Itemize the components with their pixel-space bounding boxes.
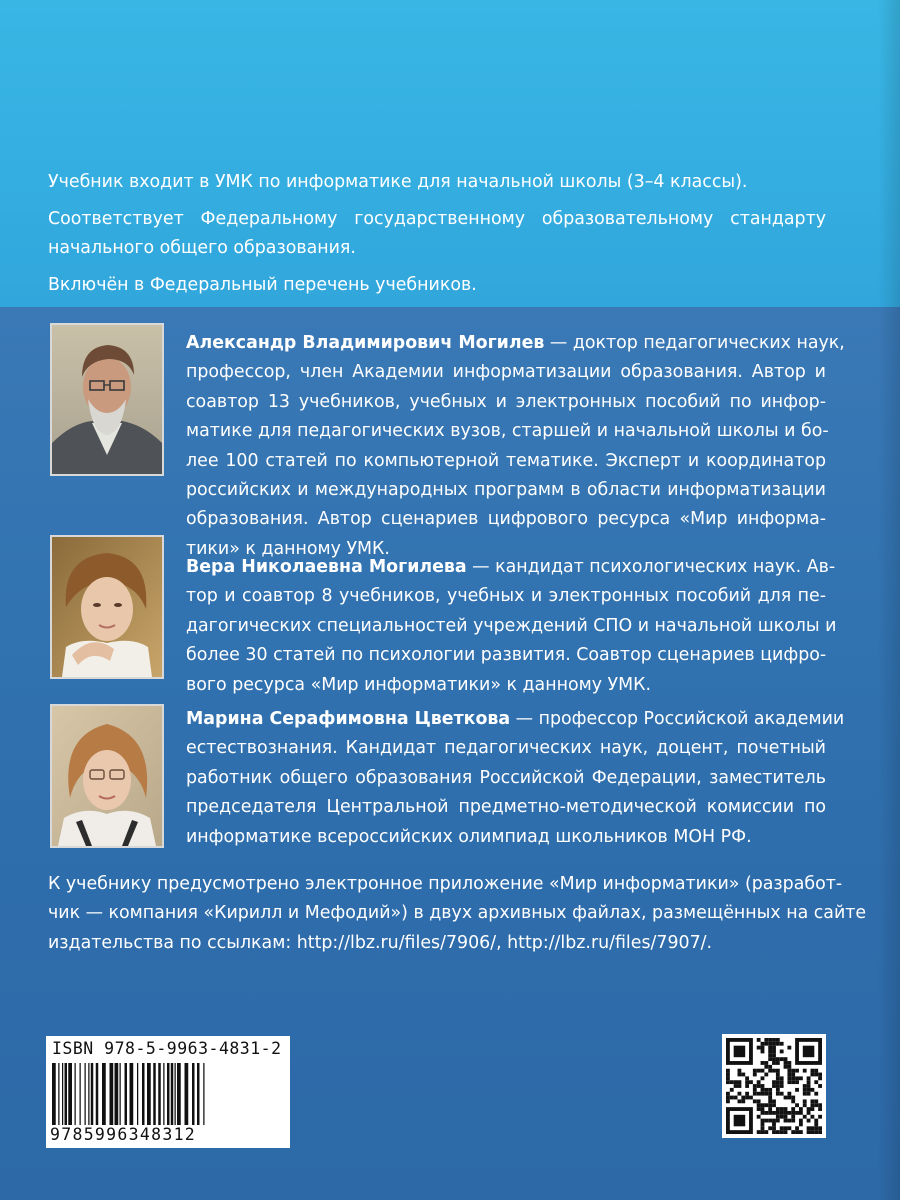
qr-module — [814, 1122, 818, 1126]
intro-standard-line-1: Соответствует Федеральному государственному образовательному стандарту — [48, 209, 826, 229]
qr-module — [799, 1130, 803, 1134]
qr-module — [787, 1046, 791, 1050]
barcode-bar — [197, 1063, 200, 1125]
qr-module — [791, 1107, 795, 1111]
qr-module — [791, 1069, 795, 1073]
qr-module — [757, 1130, 761, 1134]
qr-module — [814, 1103, 818, 1107]
qr-module — [761, 1042, 765, 1046]
qr-module — [741, 1096, 745, 1100]
qr-module — [791, 1119, 795, 1123]
qr-module — [814, 1126, 818, 1130]
barcode-bar — [203, 1063, 204, 1125]
intro-umk-line: Учебник входит в УМК по информатике для начальной школы (3–4 классы). — [48, 172, 748, 192]
qr-code[interactable] — [722, 1034, 826, 1138]
qr-module — [757, 1080, 761, 1084]
barcode-bar — [102, 1063, 106, 1125]
qr-module — [780, 1126, 784, 1130]
qr-module — [776, 1076, 780, 1080]
qr-module — [803, 1099, 807, 1103]
qr-module — [807, 1092, 811, 1096]
qr-module — [791, 1073, 795, 1077]
qr-module — [791, 1130, 795, 1134]
qr-module — [761, 1050, 765, 1054]
qr-module — [803, 1103, 807, 1107]
qr-module — [768, 1050, 772, 1054]
qr-module — [764, 1038, 768, 1042]
qr-module — [791, 1096, 795, 1100]
qr-module — [761, 1122, 765, 1126]
qr-module — [776, 1088, 780, 1092]
qr-module — [738, 1073, 742, 1077]
qr-module — [791, 1076, 795, 1080]
barcode-bar — [115, 1063, 119, 1125]
qr-finder — [734, 1115, 746, 1127]
qr-module — [795, 1103, 799, 1107]
barcode-bar — [153, 1063, 156, 1125]
qr-module — [784, 1111, 788, 1115]
qr-module — [791, 1080, 795, 1084]
qr-module — [780, 1076, 784, 1080]
qr-module — [784, 1126, 788, 1130]
qr-module — [795, 1130, 799, 1134]
intro-band — [0, 0, 900, 307]
qr-finder — [734, 1046, 746, 1058]
qr-module — [768, 1096, 772, 1100]
qr-module — [784, 1096, 788, 1100]
qr-module — [764, 1073, 768, 1077]
qr-module — [761, 1046, 765, 1050]
qr-module — [745, 1096, 749, 1100]
qr-module — [818, 1115, 822, 1119]
qr-module — [787, 1111, 791, 1115]
qr-module — [818, 1107, 822, 1111]
qr-module — [776, 1084, 780, 1088]
qr-module — [764, 1065, 768, 1069]
qr-module — [764, 1130, 768, 1134]
qr-module — [764, 1103, 768, 1107]
qr-module — [780, 1050, 784, 1054]
qr-module — [730, 1088, 734, 1092]
qr-module — [745, 1084, 749, 1088]
qr-module — [795, 1088, 799, 1092]
qr-module — [807, 1088, 811, 1092]
qr-module — [772, 1111, 776, 1115]
author-bio-mogileva: Вера Николаевна Могилева — кандидат психологических наук. Ав- тор и соавтор 8 учебников, учебных и электронных пособий для пе- дагогических специальностей учреждений СПО и начальной школы и более 30 статей по психологии развития. Соавтор сценариев цифро- вого ресурса «Мир информатики» к данному УМК. — [186, 557, 837, 695]
qr-module — [761, 1076, 765, 1080]
qr-module — [761, 1061, 765, 1065]
qr-module — [810, 1115, 814, 1119]
qr-module — [791, 1115, 795, 1119]
qr-module — [764, 1092, 768, 1096]
qr-module — [791, 1099, 795, 1103]
barcode-bar — [192, 1063, 195, 1125]
qr-module — [784, 1061, 788, 1065]
barcode-bar — [158, 1063, 161, 1125]
qr-module — [780, 1115, 784, 1119]
qr-module — [757, 1084, 761, 1088]
qr-module — [814, 1080, 818, 1084]
barcode-bar — [125, 1063, 128, 1125]
qr-module — [803, 1088, 807, 1092]
qr-module — [768, 1099, 772, 1103]
qr-module — [818, 1103, 822, 1107]
qr-module — [757, 1107, 761, 1111]
author-photo-mogileva — [50, 535, 164, 679]
qr-module — [810, 1088, 814, 1092]
qr-module — [776, 1057, 780, 1061]
qr-module — [772, 1126, 776, 1130]
author-name-tsvetkova: Марина Серафимовна Цветкова — [186, 709, 511, 729]
qr-module — [761, 1069, 765, 1073]
qr-module — [814, 1119, 818, 1123]
qr-module — [780, 1042, 784, 1046]
qr-module — [734, 1084, 738, 1088]
qr-module — [741, 1099, 745, 1103]
electronic-supplement-note: К учебнику предусмотрено электронное приложение «Мир информатики» (разработ- чик — компания «Кирилл и Мефодий») в двух архивных файлах, размещённых на сайте издательства по ссылкам: http://lbz.ru/files/7906/, http://lbz.ru/files/7907/. — [48, 874, 867, 953]
qr-module — [780, 1084, 784, 1088]
qr-module — [810, 1107, 814, 1111]
intro-standard-line-2: начального общего образования. — [48, 238, 356, 258]
qr-module — [810, 1099, 814, 1103]
qr-module — [814, 1073, 818, 1077]
qr-module — [787, 1069, 791, 1073]
qr-module — [807, 1080, 811, 1084]
qr-module — [768, 1107, 772, 1111]
qr-module — [814, 1130, 818, 1134]
qr-module — [757, 1038, 761, 1042]
qr-module — [761, 1111, 765, 1115]
qr-module — [768, 1119, 772, 1123]
qr-module — [768, 1088, 772, 1092]
qr-module — [768, 1111, 772, 1115]
author-photo-mogilev — [50, 323, 164, 476]
qr-module — [772, 1042, 776, 1046]
cover-edge-shadow — [878, 0, 900, 1200]
qr-module — [799, 1076, 803, 1080]
qr-module — [795, 1069, 799, 1073]
qr-module — [753, 1099, 757, 1103]
qr-module — [730, 1080, 734, 1084]
qr-module — [757, 1046, 761, 1050]
qr-module — [780, 1107, 784, 1111]
qr-module — [753, 1088, 757, 1092]
isbn-number: ISBN 978-5-9963-4831-2 — [52, 1039, 282, 1058]
qr-module — [780, 1130, 784, 1134]
qr-module — [776, 1042, 780, 1046]
isbn-barcode — [46, 1036, 290, 1148]
qr-module — [738, 1092, 742, 1096]
qr-module — [726, 1069, 730, 1073]
qr-module — [780, 1080, 784, 1084]
qr-module — [799, 1119, 803, 1123]
qr-module — [757, 1092, 761, 1096]
qr-module — [807, 1111, 811, 1115]
qr-module — [753, 1069, 757, 1073]
qr-module — [764, 1061, 768, 1065]
qr-module — [772, 1084, 776, 1088]
barcode-bar — [110, 1063, 114, 1125]
qr-module — [795, 1111, 799, 1115]
qr-module — [818, 1073, 822, 1077]
qr-module — [807, 1119, 811, 1123]
qr-module — [772, 1053, 776, 1057]
qr-module — [726, 1080, 730, 1084]
qr-module — [807, 1130, 811, 1134]
qr-module — [780, 1092, 784, 1096]
barcode-bar — [137, 1063, 138, 1125]
barcode-bar — [177, 1063, 181, 1125]
qr-module — [772, 1046, 776, 1050]
qr-module — [810, 1103, 814, 1107]
qr-module — [738, 1084, 742, 1088]
qr-module — [772, 1103, 776, 1107]
barcode-bar — [171, 1063, 174, 1125]
qr-module — [757, 1099, 761, 1103]
qr-module — [814, 1092, 818, 1096]
qr-module — [768, 1038, 772, 1042]
qr-module — [787, 1119, 791, 1123]
barcode-bar — [85, 1063, 86, 1125]
qr-module — [803, 1084, 807, 1088]
qr-module — [784, 1065, 788, 1069]
qr-module — [784, 1057, 788, 1061]
barcode-bar — [91, 1063, 94, 1125]
qr-module — [726, 1096, 730, 1100]
barcode-bars — [50, 1063, 286, 1125]
qr-module — [768, 1069, 772, 1073]
author-name-mogileva: Вера Николаевна Могилева — [186, 557, 467, 577]
qr-module — [761, 1119, 765, 1123]
qr-module — [764, 1088, 768, 1092]
qr-module — [772, 1050, 776, 1054]
qr-module — [772, 1069, 776, 1073]
qr-module — [772, 1122, 776, 1126]
qr-module — [726, 1099, 730, 1103]
qr-module — [807, 1126, 811, 1130]
barcode-bar — [75, 1063, 76, 1125]
barcode-bar — [147, 1063, 151, 1125]
barcode-bar — [163, 1063, 164, 1125]
qr-module — [787, 1076, 791, 1080]
qr-module — [810, 1073, 814, 1077]
intro-list-line: Включён в Федеральный перечень учебников. — [48, 275, 477, 295]
qr-module — [757, 1069, 761, 1073]
qr-module — [753, 1084, 757, 1088]
qr-module — [738, 1099, 742, 1103]
barcode-bar — [80, 1063, 81, 1125]
barcode-bar — [52, 1063, 56, 1125]
qr-module — [753, 1092, 757, 1096]
qr-module — [814, 1099, 818, 1103]
qr-module — [764, 1119, 768, 1123]
qr-module — [761, 1092, 765, 1096]
qr-module — [807, 1107, 811, 1111]
barcode-digits: 9785996348312 — [50, 1125, 197, 1144]
qr-module — [799, 1107, 803, 1111]
qr-module — [753, 1073, 757, 1077]
qr-module — [768, 1057, 772, 1061]
qr-module — [768, 1065, 772, 1069]
qr-module — [776, 1038, 780, 1042]
qr-module — [764, 1042, 768, 1046]
qr-module — [810, 1069, 814, 1073]
qr-module — [787, 1096, 791, 1100]
qr-module — [772, 1038, 776, 1042]
qr-module — [803, 1069, 807, 1073]
qr-module — [807, 1076, 811, 1080]
qr-module — [780, 1111, 784, 1115]
qr-module — [734, 1096, 738, 1100]
qr-module — [814, 1069, 818, 1073]
author-photo-tsvetkova — [50, 704, 164, 848]
qr-module — [772, 1130, 776, 1134]
qr-module — [761, 1084, 765, 1088]
qr-module — [772, 1099, 776, 1103]
qr-module — [761, 1103, 765, 1107]
qr-module — [776, 1069, 780, 1073]
qr-module — [818, 1126, 822, 1130]
qr-module — [772, 1119, 776, 1123]
qr-module — [768, 1053, 772, 1057]
barcode-bar — [130, 1063, 134, 1125]
qr-module — [803, 1115, 807, 1119]
qr-module — [776, 1130, 780, 1134]
qr-module — [787, 1073, 791, 1077]
qr-module — [799, 1122, 803, 1126]
author-bio-tsvetkova: Марина Серафимовна Цветкова — профессор Российской академии естествознания. Кандидат педагогических наук, доцент, почетный работник общего образования Российской Федерации, заместитель председателя Центральной предметно-методической комиссии по информатике всероссийских олимпиад школьников МОН РФ. — [186, 709, 845, 847]
qr-module — [741, 1073, 745, 1077]
qr-module — [784, 1115, 788, 1119]
qr-module — [803, 1092, 807, 1096]
barcode-bar — [167, 1063, 170, 1125]
qr-module — [768, 1042, 772, 1046]
qr-module — [738, 1080, 742, 1084]
qr-code-icon — [726, 1038, 822, 1134]
author-bio-mogilev: Александр Владимирович Могилев — доктор педагогических наук, профессор, член Академии информатизации образования. Автор и соавтор 13 учебников, учебных и электронных пособий по инфор- матике для педагогических вузов, старшей и начальной школы и бо- лее 100 статей по компьютерной тематике. Эксперт и координатор российских и международных программ в области информатизации образования. Автор сценариев цифрового ресурса «Мир информа- тики» к данному УМК. — [186, 333, 845, 559]
qr-module — [776, 1107, 780, 1111]
qr-module — [761, 1130, 765, 1134]
qr-module — [726, 1076, 730, 1080]
qr-module — [749, 1080, 753, 1084]
author-name-mogilev: Александр Владимирович Могилев — [186, 333, 545, 353]
qr-module — [795, 1076, 799, 1080]
qr-module — [776, 1111, 780, 1115]
qr-finder — [803, 1046, 815, 1058]
qr-module — [776, 1073, 780, 1077]
qr-module — [787, 1061, 791, 1065]
barcode-bar — [120, 1063, 121, 1125]
qr-module — [745, 1076, 749, 1080]
qr-module — [726, 1092, 730, 1096]
qr-module — [745, 1092, 749, 1096]
qr-module — [776, 1092, 780, 1096]
qr-module — [772, 1061, 776, 1065]
qr-module — [776, 1115, 780, 1119]
barcode-bar — [62, 1063, 63, 1125]
barcode-bar — [185, 1063, 189, 1125]
qr-module — [761, 1126, 765, 1130]
qr-module — [818, 1076, 822, 1080]
qr-module — [791, 1111, 795, 1115]
qr-module — [787, 1126, 791, 1130]
qr-module — [787, 1065, 791, 1069]
qr-module — [787, 1080, 791, 1084]
qr-module — [799, 1111, 803, 1115]
qr-module — [787, 1092, 791, 1096]
qr-module — [749, 1096, 753, 1100]
qr-module — [738, 1069, 742, 1073]
qr-module — [784, 1130, 788, 1134]
qr-module — [780, 1057, 784, 1061]
qr-module — [734, 1080, 738, 1084]
qr-module — [761, 1088, 765, 1092]
qr-module — [768, 1046, 772, 1050]
qr-module — [768, 1103, 772, 1107]
qr-module — [810, 1130, 814, 1134]
qr-module — [757, 1103, 761, 1107]
barcode-bar — [68, 1063, 72, 1125]
qr-module — [764, 1111, 768, 1115]
qr-module — [795, 1080, 799, 1084]
barcode-bar — [96, 1063, 99, 1125]
qr-module — [730, 1096, 734, 1100]
qr-module — [784, 1119, 788, 1123]
qr-module — [768, 1092, 772, 1096]
qr-module — [772, 1080, 776, 1084]
qr-module — [761, 1107, 765, 1111]
qr-module — [784, 1107, 788, 1111]
qr-module — [795, 1126, 799, 1130]
barcode-bar — [88, 1063, 89, 1125]
qr-module — [776, 1080, 780, 1084]
qr-module — [810, 1126, 814, 1130]
qr-module — [745, 1080, 749, 1084]
qr-module — [818, 1130, 822, 1134]
qr-module — [768, 1126, 772, 1130]
qr-module — [776, 1119, 780, 1123]
barcode-bar — [58, 1063, 59, 1125]
barcode-bar — [142, 1063, 145, 1125]
qr-module — [807, 1084, 811, 1088]
qr-module — [726, 1073, 730, 1077]
qr-module — [772, 1057, 776, 1061]
barcode-bar — [65, 1063, 68, 1125]
barcode-bar — [175, 1063, 176, 1125]
qr-module — [776, 1061, 780, 1065]
qr-module — [757, 1115, 761, 1119]
qr-module — [818, 1084, 822, 1088]
